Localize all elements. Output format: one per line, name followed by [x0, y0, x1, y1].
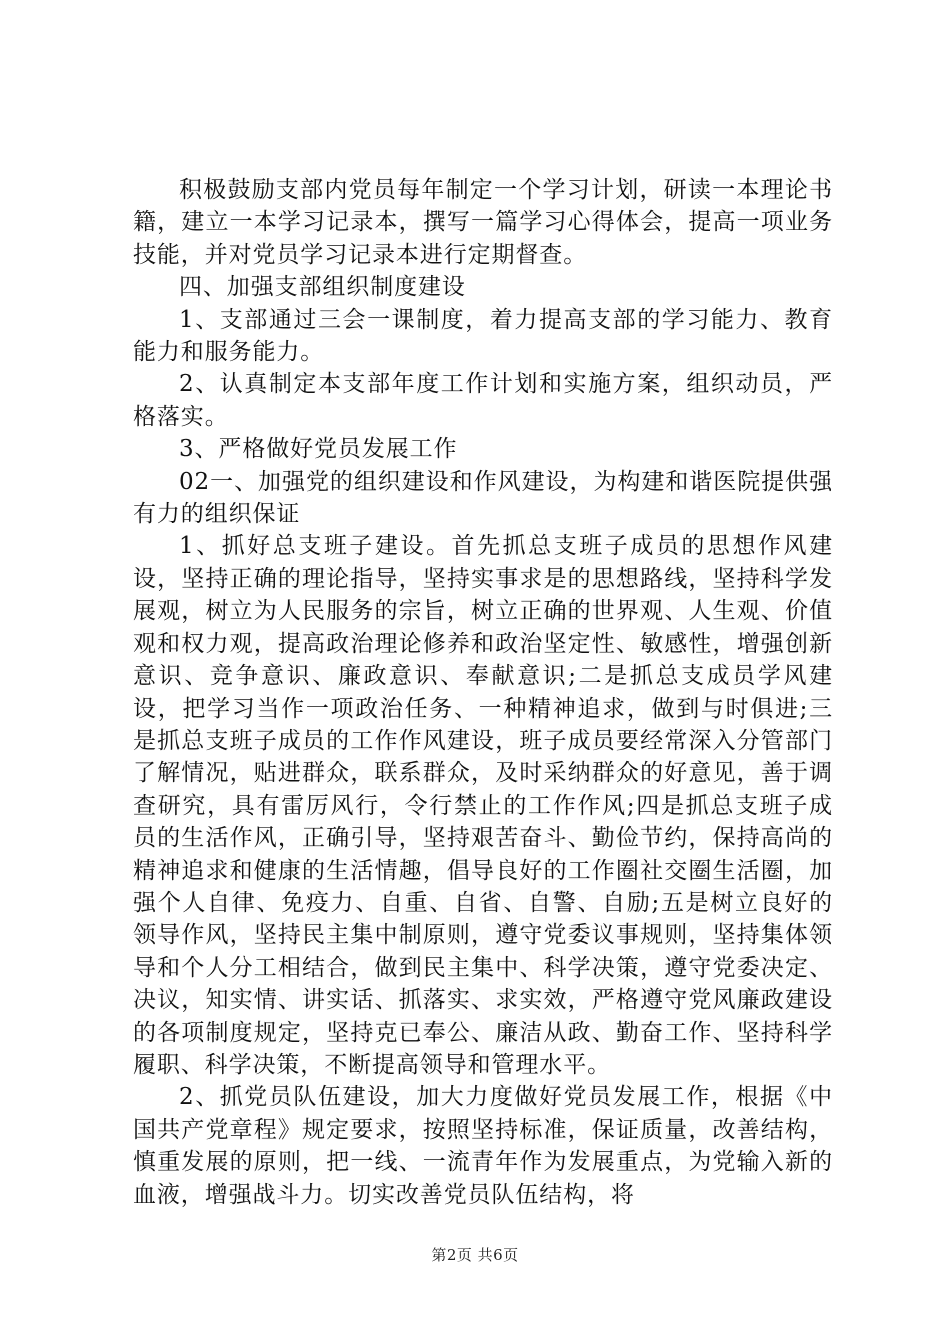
paragraph-leadership-building: 1、抓好总支班子建设。首先抓总支班子成员的思想作风建设，坚持正确的理论指导，坚持实事求是的思想路线，坚持科学发展观，树立为人民服务的宗旨，树立正确的世界观、人生观、价值观和权力观，提高政治理论修养和政治坚定性、敏感性，增强创新意识、竞争意识、廉政意识、奉献意识;二是抓总支成员学风建设，把学习当作一项政治任务、一种精神追求，做到与时俱进;三是抓总支班子成员的工作作风建设，班子成员要经常深入分管部门了解情况，贴进群众，联系群众，及时采纳群众的好意见，善于调查研究，具有雷厉风行，令行禁止的工作作风;四是抓总支班子成员的生活作风，正确引导，坚持艰苦奋斗、勤俭节约，保持高尚的精神追求和健康的生活情趣，倡导良好的工作圈社交圈生活圈，加强个人自律、免疫力、自重、自省、自警、自励;五是树立良好的领导作风，坚持民主集中制原则，遵守党委议事规则，坚持集体领导和个人分工相结合，做到民主集中、科学决策，遵守党委决定、决议，知实情、讲实话、抓落实、求实效，严格遵守党风廉政建设的各项制度规定，坚持克已奉公、廉洁从政、勤奋工作、坚持科学履职、科学决策，不断提高领导和管理水平。 [133, 533, 833, 1078]
section-heading-four: 四、加强支部组织制度建设 [179, 274, 466, 301]
paragraph-item-1: 1、支部通过三会一课制度，着力提高支部的学习能力、教育能力和服务能力。 [133, 306, 833, 366]
paragraph-item-2: 2、认真制定本支部年度工作计划和实施方案，组织动员，严格落实。 [133, 371, 833, 430]
page-number-footer: 第2页 共6页 [431, 1246, 519, 1264]
paragraph-member-building: 2、抓党员队伍建设，加大力度做好党员发展工作，根据《中国共产党章程》规定要求，按照坚持标准，保证质量，改善结构，慎重发展的原则，把一线、一流青年作为发展重点，为党输入新的血液，增强战斗力。切实改善党员队伍结构，将 [133, 1084, 833, 1208]
paragraph-item-3: 3、严格做好党员发展工作 [179, 436, 458, 463]
document-body [133, 174, 833, 1211]
paragraph-study-plan: 积极鼓励支部内党员每年制定一个学习计划，研读一本理论书籍，建立一本学习记录本，撰写一篇学习心得体会，提高一项业务技能，并对党员学习记录本进行定期督查。 [133, 177, 833, 268]
section-heading-02-one: 02一、加强党的组织建设和作风建设，为构建和谐医院提供强有力的组织保证 [133, 468, 833, 528]
